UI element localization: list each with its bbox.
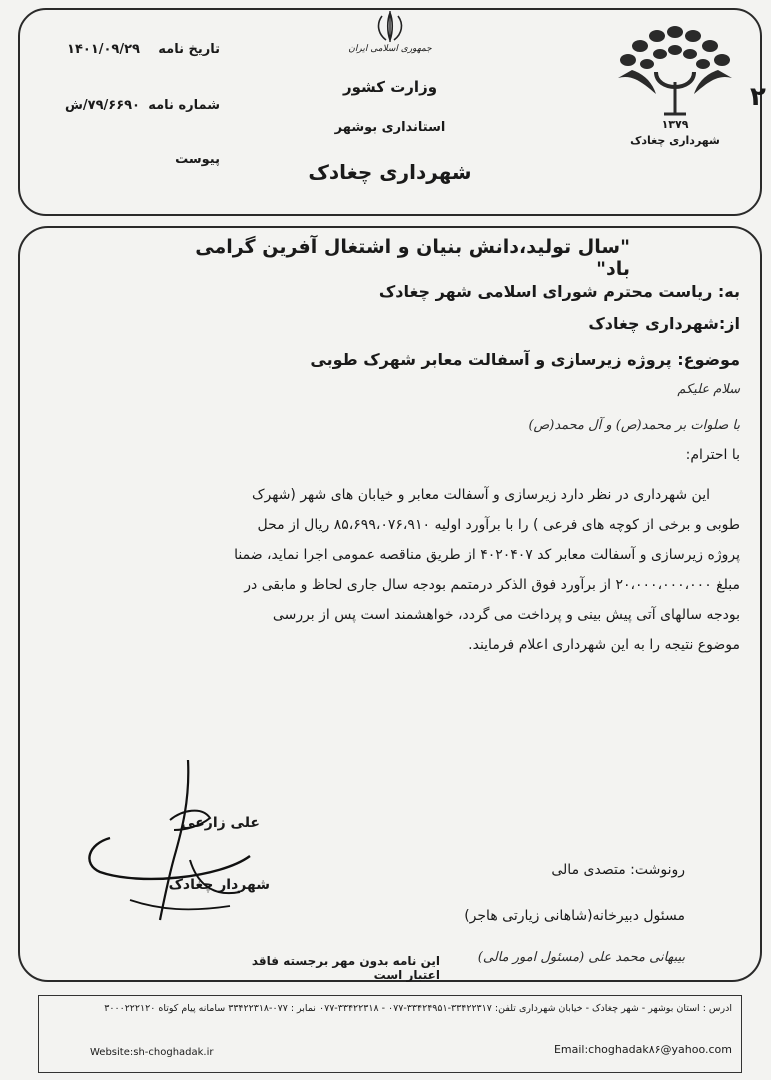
salutation-handwritten: با صلوات بر محمد(ص) و آل محمد(ص)	[528, 418, 740, 433]
paragraph-line: پروژه زیرسازی و آسفالت معابر کد ۴۰۲۰۴۰۷ از طریق مناقصه عمومی اجرا نماید، ضمنا	[234, 547, 740, 563]
letter-paragraph	[38, 480, 740, 660]
motto: "سال تولید،دانش بنیان و اشتغال آفرین گرامی باد"	[195, 236, 630, 280]
signer-title: شهردار چغادک	[168, 877, 270, 893]
paragraph-line: مبلغ ۲۰،۰۰۰،۰۰۰،۰۰۰ از برآورد فوق الذکر درمتمم بودجه سال جاری لحاظ و مابقی در	[244, 577, 740, 593]
greeting-handwritten: سلام علیکم	[677, 382, 740, 397]
paragraph-line: این شهرداری در نظر دارد زیرسازی و آسفالت معابر و خیابان های شهر (شهرک	[251, 487, 710, 503]
cc-finance: رونوشت: متصدی مالی	[551, 862, 685, 878]
validity-note: این نامه بدون مهر برجسته فاقد اعتبار است	[251, 954, 440, 982]
municipality-title: شهرداری چغادک	[308, 160, 472, 184]
governorate-title: استانداری بوشهر	[334, 120, 446, 135]
paragraph-line: موضوع نتیجه را به این شهرداری اعلام فرمایند.	[468, 637, 740, 653]
footer-email: Email:choghadak۸۶@yahoo.com	[553, 1043, 732, 1056]
letter-number-label: شماره نامه	[148, 98, 220, 113]
municipality-logo-icon	[612, 22, 738, 118]
paragraph-line: طوبی و برخی از کوچه های فرعی ) را با برآورد اولیه ۸۵،۶۹۹،۰۷۶،۹۱۰ ریال از محل	[257, 517, 740, 533]
emblem-caption: جمهوری اسلامی ایران	[348, 44, 432, 54]
cc-secretariat: مسئول دبیرخانه(شاهانی زیارتی هاجر)	[464, 908, 685, 924]
logo-caption: شهرداری چغادک	[630, 134, 720, 147]
signer-name: علی زارعی	[181, 815, 260, 831]
logo-year: ۱۳۷۹	[661, 118, 689, 131]
letter-date-value: ۱۴۰۱/۰۹/۲۹	[67, 42, 140, 57]
respect-line: با احترام:	[685, 447, 740, 463]
iran-emblem-icon	[370, 10, 410, 44]
sender-line: از:شهرداری چغادک	[588, 314, 740, 333]
letter-number-value: ۷۹/۶۶۹۰/ش	[64, 98, 140, 113]
footer-website: Website:sh-choghadak.ir	[90, 1047, 214, 1058]
signature-icon	[70, 760, 270, 930]
subject-line: موضوع: پروژه زیرسازی و آسفالت معابر شهرک طوبی	[310, 350, 740, 369]
cc-finance-handwritten: بیبهانی محمد علی (مسئول امور مالی)	[477, 950, 685, 965]
letter-date-label: تاریخ نامه	[158, 42, 220, 57]
footer-address: آدرس : استان بوشهر - شهر چغادک - خیابان شهرداری تلفن: ۳۳۴۲۲۳۱۷-۳۳۴۲۴۹۵۱-۰۷۷ - ۳۳۴۲۲۳۱۸-۰۷۷ نمابر : ۰۷۷-۳۳۴۲۲۳۱۸ سامانه پیام کوتاه ۳۰۰۰۲۲۲۱۲۰	[104, 1003, 732, 1014]
attachment-label: پیوست	[175, 152, 220, 167]
ministry-title: وزارت کشور	[342, 78, 438, 96]
margin-mark: ٢	[750, 82, 766, 112]
recipient-line: به: ریاست محترم شورای اسلامی شهر چغادک	[378, 282, 740, 301]
paragraph-line: بودجه سالهای آتی پیش بینی و پرداخت می گردد، خواهشمند است پس از بررسی	[272, 607, 740, 623]
